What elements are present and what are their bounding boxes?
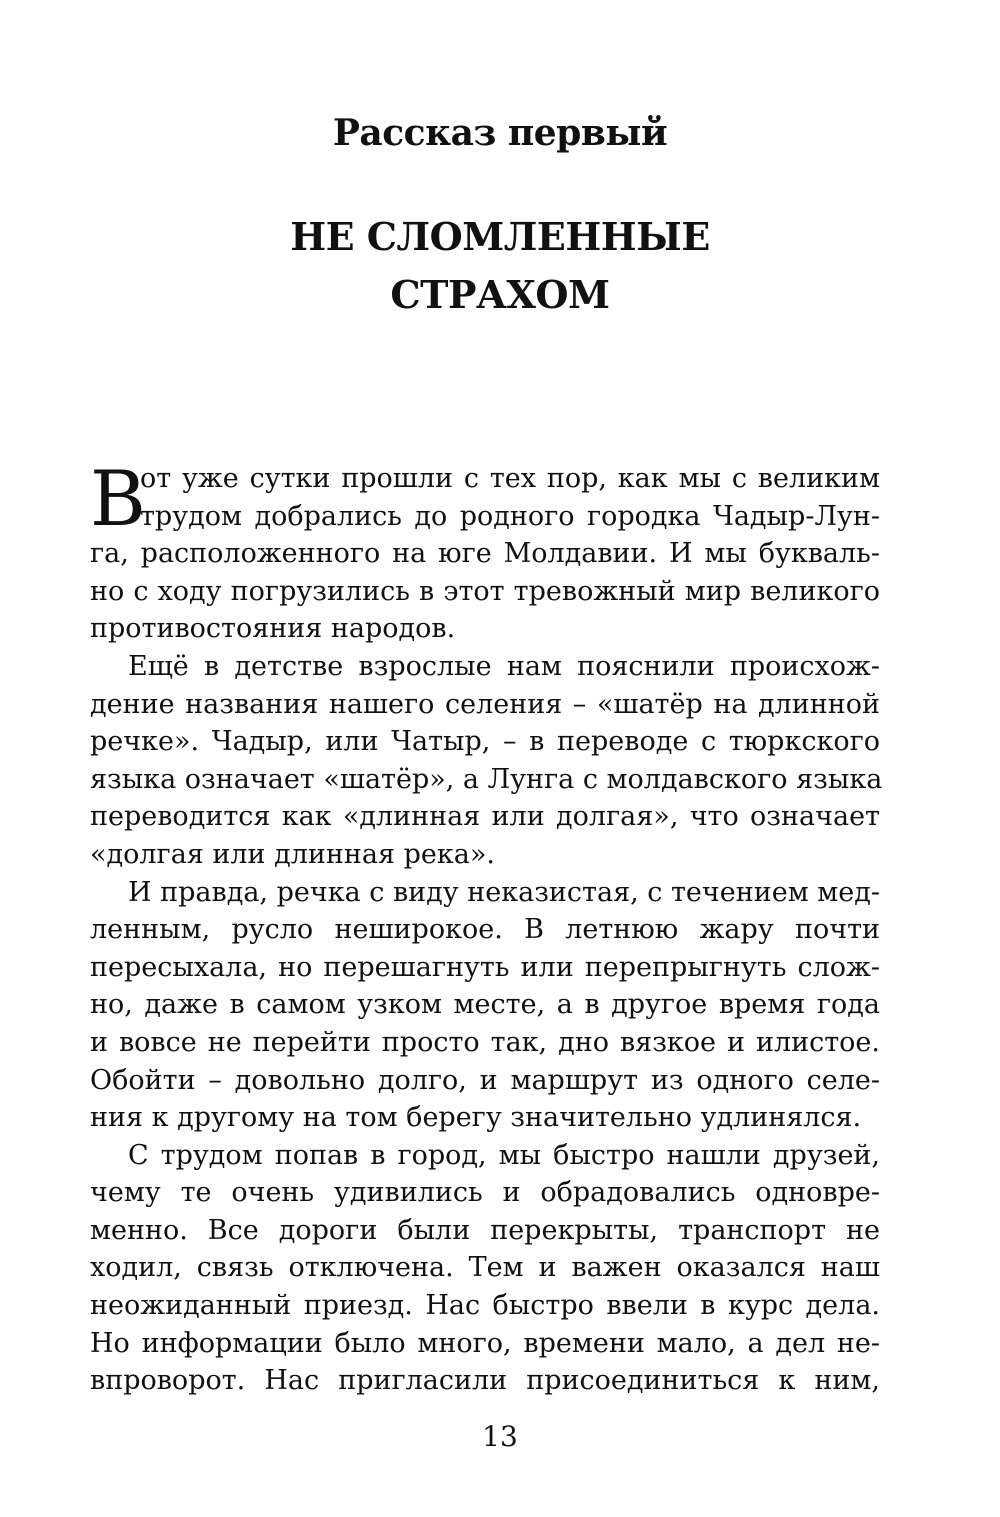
text-line: чему те очень удивились и обрадовались одновре-	[90, 1177, 880, 1209]
text-line: переводится как «длинная или долгая», что означает	[90, 801, 880, 833]
story-subtitle: Рассказ первый	[332, 112, 668, 154]
text-line: менно. Все дороги были перекрыты, транспорт не	[90, 1214, 880, 1246]
text-line: И правда, речка с виду неказистая, с течением мед-	[128, 876, 881, 908]
text-line: речке». Чадыр, или Чатыр, – в переводе с тюркского	[90, 726, 880, 758]
text-line: неожиданный приезд. Нас быстро ввели в курс дела.	[90, 1290, 880, 1322]
story-title-line-1: НЕ СЛОМЛЕННЫЕ	[290, 214, 710, 259]
text-line: противостояния народов.	[90, 613, 456, 645]
text-line: ния к другому на том берегу значительно удлинялся.	[90, 1102, 862, 1134]
text-line: но с ходу погрузились в этот тревожный мир великого	[90, 575, 880, 607]
text-line: га, расположенного на юге Молдавии. И мы букваль-	[90, 538, 880, 570]
text-line: ленным, русло неширокое. В летнюю жару почти	[90, 914, 880, 946]
drop-cap-letter: В	[90, 454, 146, 543]
text-line: языка означает «шатёр», а Лунга с молдавского языка	[90, 763, 883, 795]
text-line: Но информации было много, времени мало, а дел не-	[90, 1327, 880, 1359]
body-text	[90, 454, 883, 1400]
first-paragraph-opening	[90, 454, 880, 543]
story-title-line-2: СТРАХОМ	[390, 272, 610, 317]
text-line: от уже сутки прошли с тех пор, как мы с великим	[140, 463, 880, 494]
text-line: впроворот. Нас пригласили присоединиться к ним,	[90, 1365, 880, 1397]
text-line: Обойти – довольно долго, и маршрут из одного селе-	[90, 1064, 880, 1096]
text-line: ходил, связь отключена. Тем и важен оказался наш	[90, 1252, 880, 1284]
text-line: но, даже в самом узком месте, а в другое время года	[90, 989, 880, 1021]
text-line: «долгая или длинная река».	[90, 838, 495, 870]
text-line: трудом добрались до родного городка Чадыр-Лун-	[140, 500, 880, 532]
text-line: дение названия нашего селения – «шатёр на длинной	[90, 688, 880, 720]
text-line: пересыхала, но перешагнуть или перепрыгнуть слож-	[90, 951, 880, 983]
text-line: и вовсе не перейти просто так, дно вязкое и илистое.	[90, 1026, 880, 1058]
text-line: С трудом попав в город, мы быстро нашли друзей,	[128, 1139, 880, 1171]
text-line: Ещё в детстве взрослые нам пояснили происхож-	[128, 650, 880, 682]
story-title	[0, 208, 1000, 324]
page-number: 13	[482, 1420, 518, 1453]
